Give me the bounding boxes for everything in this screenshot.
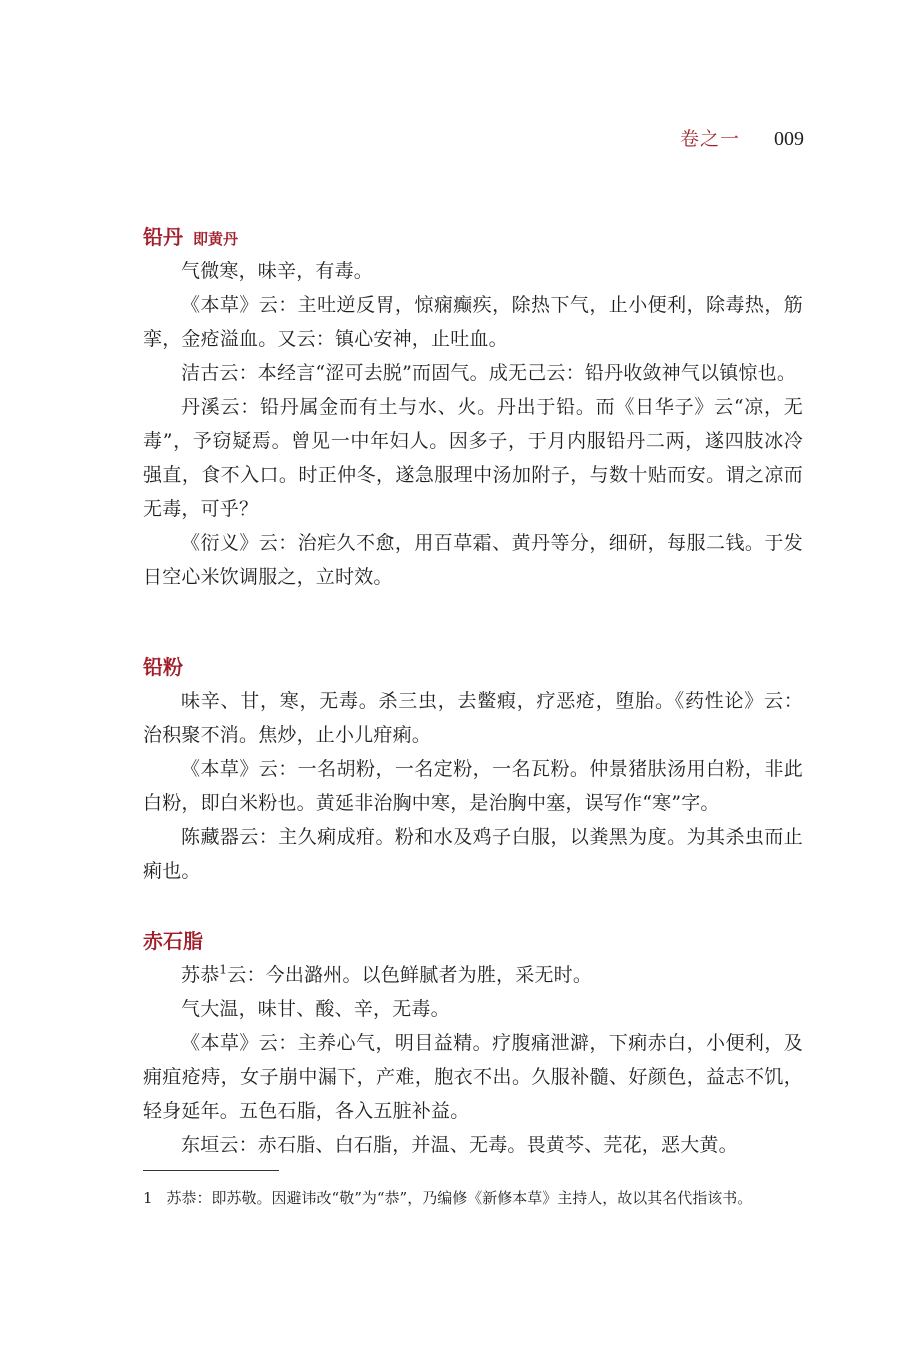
paragraph: 《本草》云：一名胡粉，一名定粉，一名瓦粉。仲景猪肤汤用白粉，非此白粉，即白米粉也。黄延非治胸中寒，是治胸中塞，误写作“寒”字。	[143, 758, 803, 814]
source-name: 苏恭	[181, 964, 220, 986]
footnote-divider	[143, 1170, 279, 1171]
paragraph: 丹溪云：铅丹属金而有土与水、火。丹出于铅。而《日华子》云“凉，无毒”，予窃疑焉。曾见一中年妇人。因多子，于月内服铅丹二两，遂四肢冰冷强直，食不入口。时正仲冬，遂急服理中汤加附子，与数十贴而安。谓之凉而无毒，可乎？	[143, 396, 803, 520]
footnote-ref[interactable]: 1	[219, 962, 228, 977]
paragraph-text: 云：今出潞州。以色鲜腻者为胜，采无时。	[227, 964, 593, 986]
paragraph: 洁古云：本经言“涩可去脱”而固气。成无己云：铅丹收敛神气以镇惊也。	[181, 362, 797, 384]
paragraph: 东垣云：赤石脂、白石脂，并温、无毒。畏黄芩、芫花，恶大黄。	[181, 1134, 738, 1156]
entry-alias: 即黄丹	[193, 230, 239, 248]
page-number: 009	[774, 128, 804, 150]
paragraph: 气大温，味甘、酸、辛，无毒。	[181, 998, 450, 1020]
footnote-number: 1	[143, 1189, 153, 1207]
entry-title	[143, 650, 803, 684]
entry-qiandan	[143, 220, 803, 594]
entry-title-text: 铅粉	[143, 655, 183, 679]
paragraph: 《本草》云：主养心气，明目益精。疗腹痛泄澼，下痢赤白，小便利，及痈疽疮痔，女子崩中漏下，产难，胞衣不出。久服补髓、好颜色，益志不饥，轻身延年。五色石脂，各入五脏补益。	[143, 1032, 803, 1122]
chapter-title: 卷之一	[679, 128, 740, 150]
entry-title-text: 铅丹	[143, 225, 183, 249]
paragraph: 味辛、甘，寒，无毒。杀三虫，去鳖瘕，疗恶疮，堕胎。《药性论》云：治积聚不消。焦炒，止小儿疳痢。	[143, 690, 803, 746]
entry-title	[143, 924, 803, 958]
entry-chishizhi	[143, 924, 803, 1162]
paragraph: 陈藏器云：主久痢成疳。粉和水及鸡子白服，以粪黑为度。为其杀虫而止痢也。	[143, 826, 803, 882]
running-head	[680, 124, 804, 151]
paragraph	[143, 958, 803, 992]
footnote-text: 苏恭：即苏敬。因避讳改“敬”为“恭”，乃编修《新修本草》主持人，故以其名代指该书。	[166, 1189, 753, 1207]
entry-title-text: 赤石脂	[143, 929, 203, 953]
footnote	[143, 1186, 823, 1210]
entry-title	[143, 220, 803, 254]
entry-qianfen	[143, 650, 803, 888]
paragraph: 《本草》云：主吐逆反胃，惊痫癫疾，除热下气，止小便利，除毒热，筋挛，金疮溢血。又云：镇心安神，止吐血。	[143, 294, 803, 350]
paragraph: 《衍义》云：治疟久不愈，用百草霜、黄丹等分，细研，每服二钱。于发日空心米饮调服之，立时效。	[143, 532, 803, 588]
paragraph: 气微寒，味辛，有毒。	[181, 260, 374, 282]
